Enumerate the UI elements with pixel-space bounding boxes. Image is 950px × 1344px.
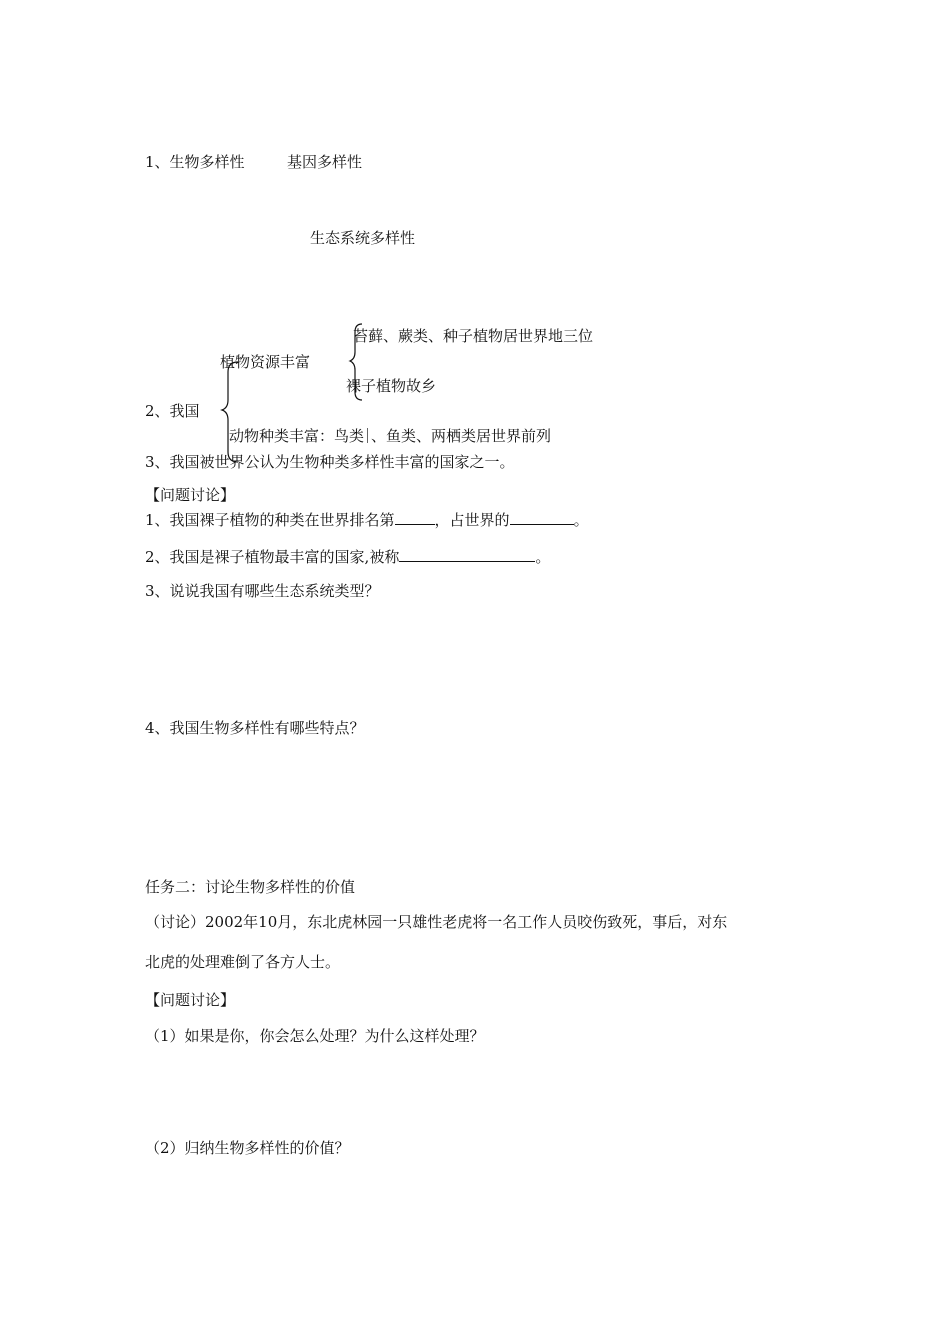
q1-text-c: 。	[573, 511, 589, 529]
animals-text-post: 、鱼类、两栖类居世界前列	[371, 427, 552, 445]
task2-paragraph-line2: 北虎的处理难倒了各方人士。	[145, 953, 341, 971]
q1-text-b: ，占世界的	[434, 511, 510, 529]
question-4: 4、我国生物多样性有哪些特点？	[145, 719, 365, 737]
brace-main	[222, 362, 238, 462]
q2-text-b: 。	[535, 548, 551, 566]
plants-branch-a: 苔藓、蕨类、种子植物居世界地三位	[353, 327, 594, 345]
task2-question-1: （1）如果是你，你会怎么处理？为什么这样处理？	[145, 1027, 485, 1045]
ecosystem-diversity: 生态系统多样性	[310, 229, 416, 247]
discussion-heading-2: 【问题讨论】	[145, 991, 236, 1009]
q1-blank-rank[interactable]	[395, 509, 435, 525]
item3-text: 3、我国被世界公认为生物种类多样性丰富的国家之一。	[145, 453, 515, 471]
gene-diversity: 基因多样性	[287, 153, 363, 171]
brace-plants	[350, 324, 362, 400]
task2-question-2: （2）归纳生物多样性的价值？	[145, 1139, 350, 1157]
q2-text-a: 2、我国是裸子植物最丰富的国家,被称	[145, 548, 400, 566]
question-1	[145, 509, 589, 530]
task2-title: 任务二：讨论生物多样性的价值	[145, 878, 356, 896]
discussion-heading-1: 【问题讨论】	[145, 486, 236, 504]
plants-rich-label: 植物资源丰富	[220, 353, 311, 371]
q2-blank-title[interactable]	[399, 546, 535, 562]
plants-branch-b: 裸子植物故乡	[346, 377, 437, 395]
q1-text-a: 1、我国裸子植物的种类在世界排名第	[145, 511, 395, 529]
animals-text-pre: 动物种类丰富：鸟类	[229, 427, 365, 445]
item2-label: 2、我国	[145, 402, 200, 420]
question-3: 3、说说我国有哪些生态系统类型？	[145, 582, 380, 600]
question-2	[145, 546, 550, 567]
item1-label: 1、生物多样性	[145, 153, 245, 171]
task2-paragraph-line1: （讨论）2002年10月，东北虎林园一只雄性老虎将一名工作人员咬伤致死，事后，对东	[145, 913, 728, 931]
q1-blank-share[interactable]	[510, 509, 574, 525]
